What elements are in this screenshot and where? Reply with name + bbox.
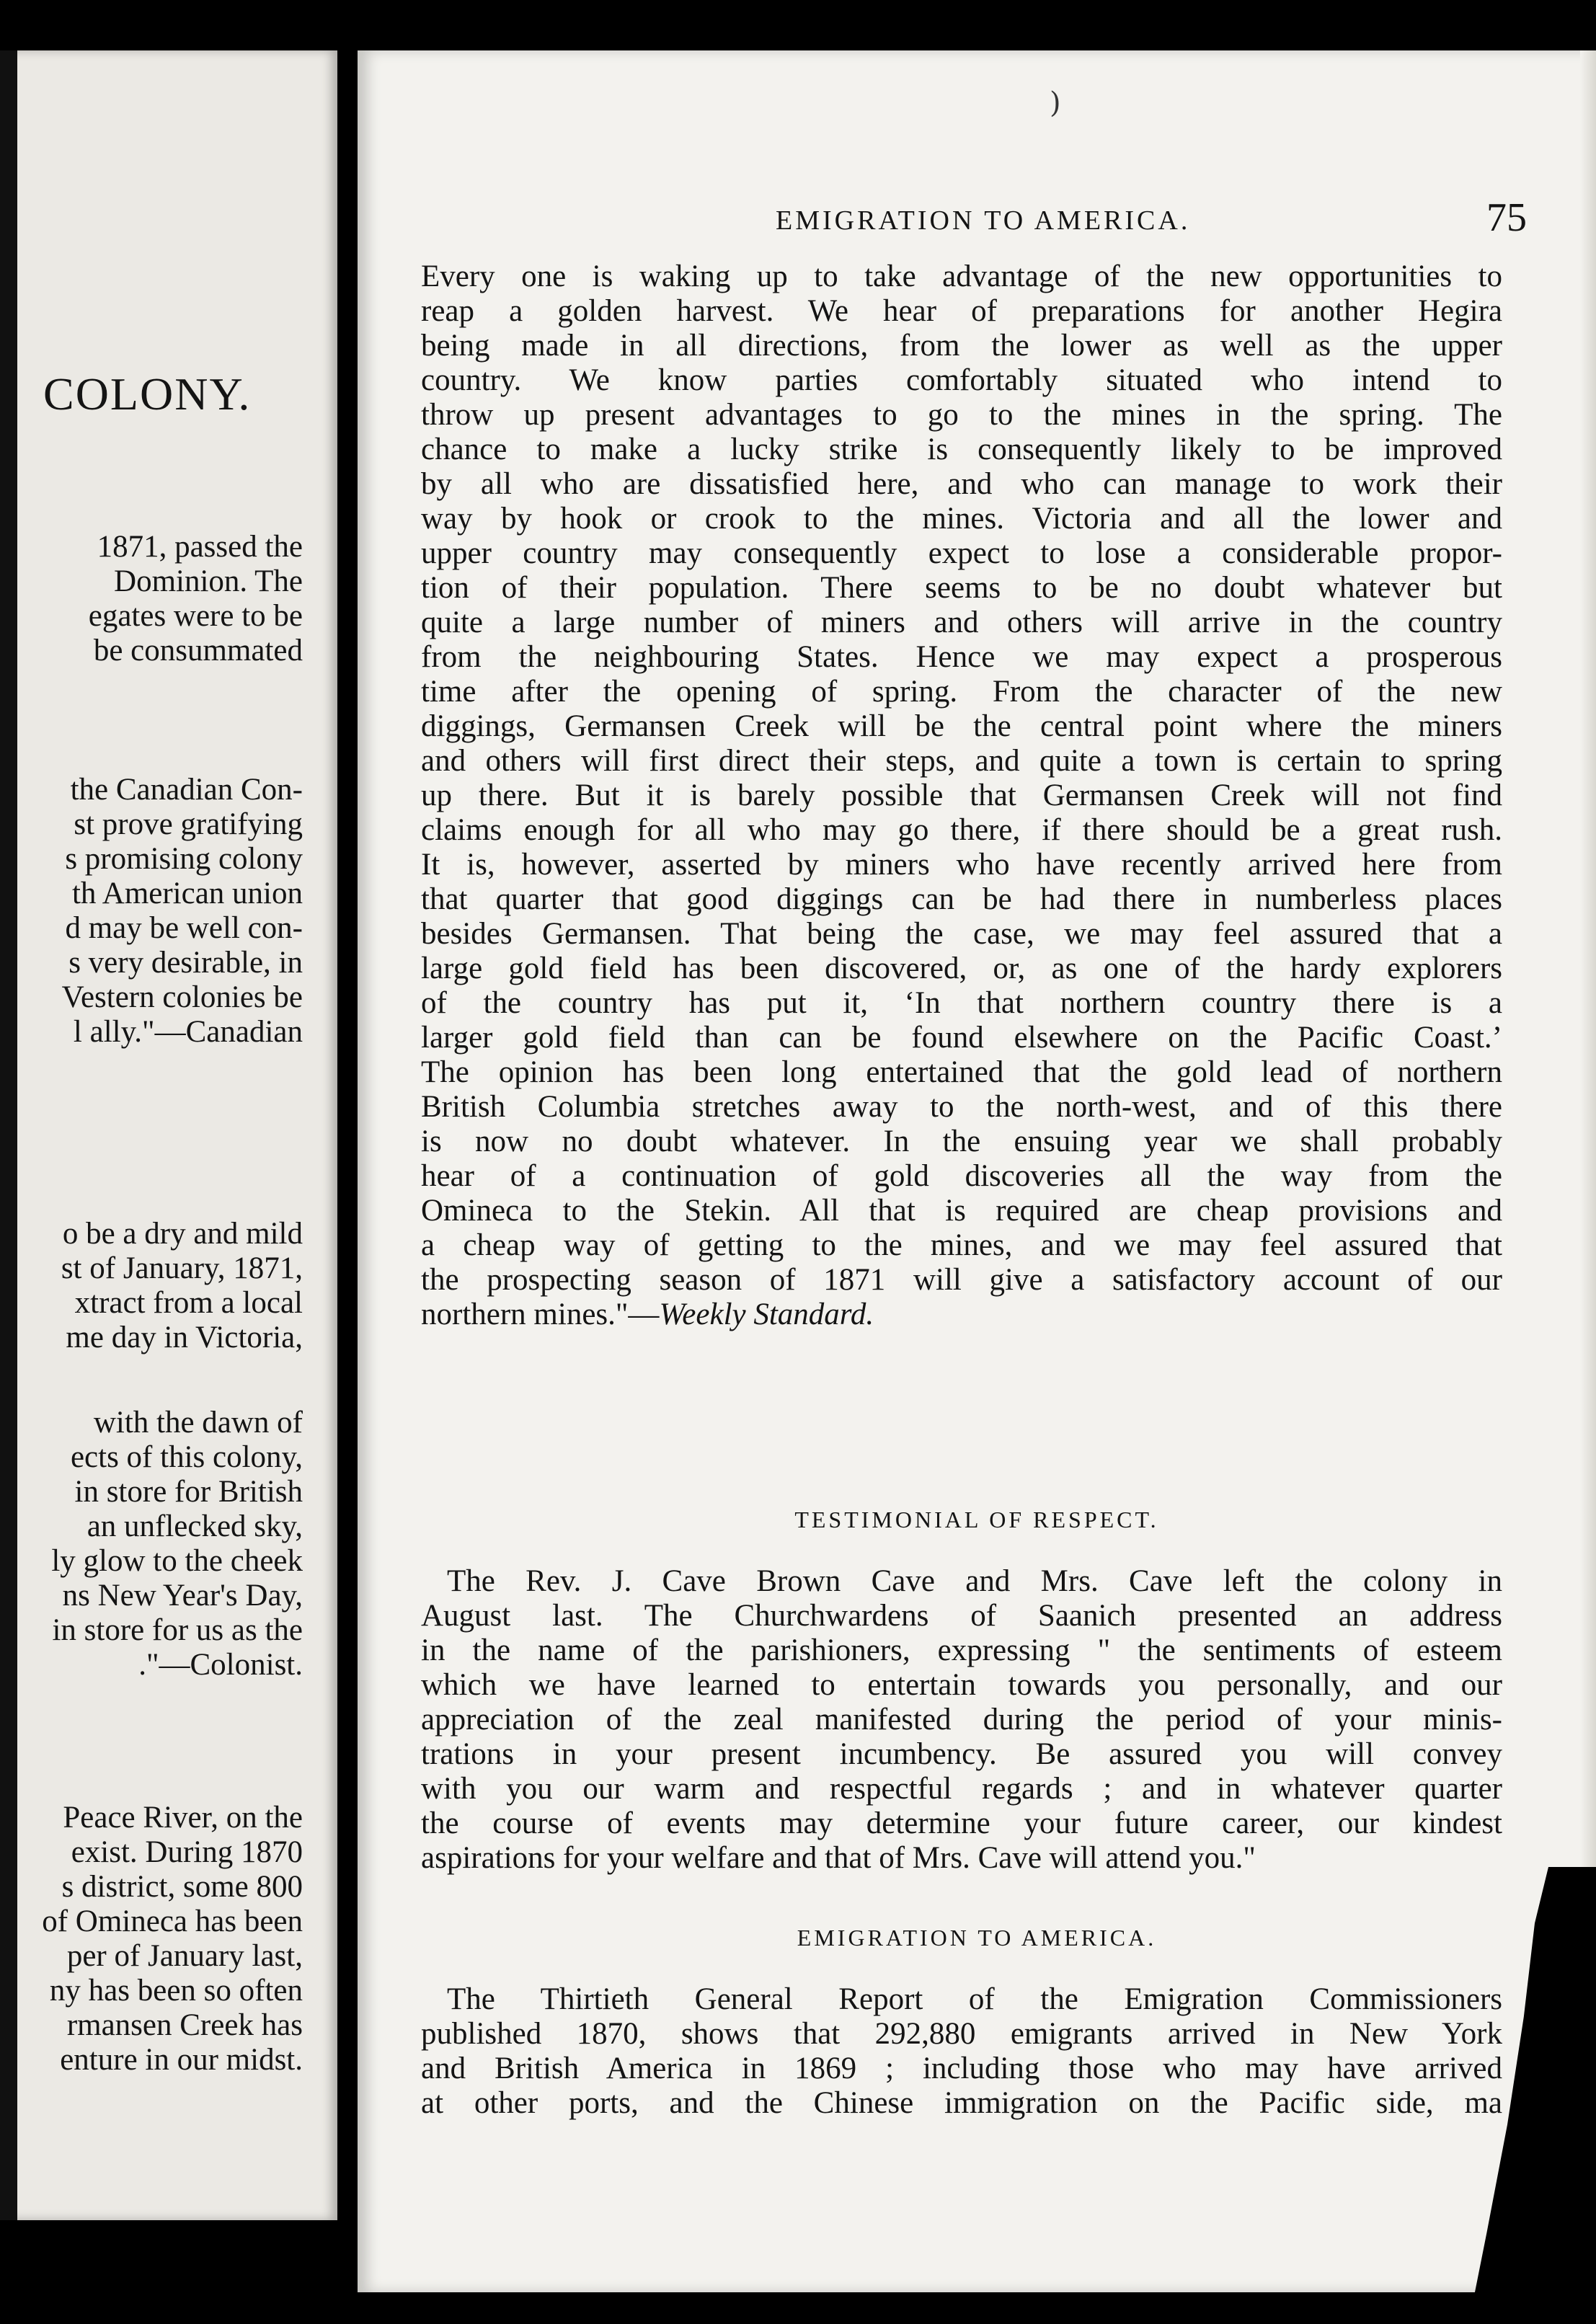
text-line: the prospecting season of 1871 will give a satisfactory account of our <box>421 1263 1502 1297</box>
text-line-last: aspirations for your welfare and that of Mrs. Cave will attend you." <box>421 1841 1256 1875</box>
text-line: o be a dry and mild <box>62 1217 303 1251</box>
text-line: s promising colony <box>65 842 303 876</box>
text-line: throw up present advantages to go to the mines in the spring. The <box>421 398 1502 432</box>
text-line: August last. The Churchwardens of Saanich presented an address <box>421 1599 1502 1633</box>
text-line: enture in our midst. <box>60 2043 303 2077</box>
left-page-fragment <box>0 50 337 2220</box>
text-line: diggings, Germansen Creek will be the central point where the miners <box>421 709 1502 743</box>
text-line: hear of a continuation of gold discoveries all the way from the <box>421 1159 1502 1193</box>
left-text-block <box>51 1406 303 1682</box>
text-line: a cheap way of getting to the mines, and we may feel assured that <box>421 1228 1502 1262</box>
text-line: quite a large number of miners and others will arrive in the country <box>421 606 1502 639</box>
text-line: Vestern colonies be <box>61 980 303 1014</box>
left-text-block <box>62 773 303 1050</box>
running-title: EMIGRATION TO AMERICA. <box>776 205 1191 236</box>
text-line: in store for British <box>74 1475 303 1509</box>
text-line: ns New Year's Day, <box>62 1579 303 1613</box>
book-gutter <box>337 0 358 2324</box>
text-line: time after the opening of spring. From the character of the new <box>421 675 1502 709</box>
article-paragraph <box>421 260 1502 1332</box>
text-line: with you our warm and respectful regards ; and in whatever quarter <box>421 1772 1502 1806</box>
text-line: large gold field has been discovered, or, as one of the hardy explorers <box>421 952 1502 985</box>
text-line: British Columbia stretches away to the north-west, and of this there <box>421 1090 1502 1124</box>
text-line: rmansen Creek has <box>66 2008 303 2042</box>
text-line: upper country may consequently expect to lose a considerable propor- <box>421 536 1502 570</box>
text-line: is now no doubt whatever. In the ensuing year we shall probably <box>421 1125 1502 1158</box>
section-heading: TESTIMONIAL OF RESPECT. <box>794 1507 1159 1533</box>
text-line: by all who are dissatisfied here, and who can manage to work their <box>421 467 1502 501</box>
text-line: s district, some 800 <box>61 1870 303 1904</box>
text-line: of the country has put it, ‘In that northern country there is a <box>421 986 1502 1020</box>
text-line: ."—Colonist. <box>138 1648 303 1682</box>
text-line: th American union <box>71 877 303 910</box>
text-line: ly glow to the cheek <box>51 1544 303 1578</box>
left-text-block <box>61 1217 303 1355</box>
text-line: being made in all directions, from the lower as well as the upper <box>421 329 1502 363</box>
text-line: ny has been so often <box>49 1974 303 2008</box>
text-line: at other ports, and the Chinese immigration on the Pacific side, ma <box>421 2086 1502 2120</box>
text-line: chance to make a lucky strike is consequently likely to be improved <box>421 433 1502 466</box>
text-line: up there. But it is barely possible that Germansen Creek will not find <box>421 779 1502 812</box>
text-line: the course of events may determine your future career, our kindest <box>421 1806 1502 1840</box>
text-line: and British America in 1869 ; including those who may have arrived <box>421 2052 1502 2085</box>
text-line: and others will first direct their steps, and quite a town is certain to spring <box>421 744 1502 778</box>
text-line: Omineca to the Stekin. All that is required are cheap provisions and <box>421 1194 1502 1228</box>
text-line: an unflecked sky, <box>87 1509 303 1543</box>
text-line: which we have learned to entertain towards you personally, and our <box>421 1668 1502 1702</box>
left-page-heading: COLONY. <box>43 368 252 420</box>
text-line: Dominion. The <box>114 564 303 598</box>
text-line: of Omineca has been <box>42 1904 303 1938</box>
text-line: It is, however, asserted by miners who have recently arrived here from <box>421 848 1502 882</box>
text-line: larger gold field than can be found elsewhere on the Pacific Coast.’ <box>421 1021 1502 1055</box>
text-line: egates were to be <box>88 599 303 633</box>
running-header <box>776 195 1527 245</box>
text-line: appreciation of the zeal manifested during the period of your minis- <box>421 1703 1502 1737</box>
text-line: claims enough for all who may go there, if there should be a great rush. <box>421 813 1502 847</box>
section-heading: EMIGRATION TO AMERICA. <box>797 1925 1157 1951</box>
emigration-paragraph <box>421 1982 1502 2121</box>
text-line: that quarter that good diggings can be had there in numberless places <box>421 882 1502 916</box>
left-text-block <box>89 530 303 668</box>
text-line: The opinion has been long entertained that the gold lead of northern <box>421 1055 1502 1089</box>
text-line: The Thirtieth General Report of the Emigration Commissioners <box>447 1982 1502 2016</box>
ink-mark: ) <box>1050 87 1061 120</box>
left-text-block <box>42 1801 303 2077</box>
text-line: with the dawn of <box>93 1406 303 1440</box>
page-number: 75 <box>1486 195 1527 240</box>
testimonial-paragraph <box>421 1564 1502 1876</box>
text-line: tion of their population. There seems to be no doubt whatever but <box>421 571 1502 605</box>
text-line: trations in your present incumbency. Be assured you will convey <box>421 1737 1502 1771</box>
text-line: in the name of the parishioners, expressing " the sentiments of esteem <box>421 1633 1502 1667</box>
text-line: ects of this colony, <box>70 1440 303 1474</box>
text-line: Peace River, on the <box>63 1801 303 1835</box>
text-line: way by hook or crook to the mines. Victoria and all the lower and <box>421 502 1502 536</box>
right-page <box>358 50 1596 2292</box>
text-line: country. We know parties comfortably situated who intend to <box>421 363 1502 397</box>
text-line: from the neighbouring States. Hence we may expect a prosperous <box>421 640 1502 674</box>
text-line: l ally."—Canadian <box>73 1015 303 1049</box>
source-credit: Weekly Standard. <box>659 1298 874 1331</box>
text-line: s very desirable, in <box>68 946 303 980</box>
text-line: The Rev. J. Cave Brown Cave and Mrs. Cave left the colony in <box>447 1564 1502 1598</box>
text-line: the Canadian Con- <box>70 773 303 807</box>
text-line: exist. During 1870 <box>71 1835 303 1869</box>
text-line: per of January last, <box>66 1939 303 1973</box>
closing-text: northern mines."— <box>421 1298 660 1331</box>
text-line: besides Germansen. That being the case, we may feel assured that a <box>421 917 1502 951</box>
page-edge-shadow <box>0 50 17 2220</box>
text-line: 1871, passed the <box>97 530 303 564</box>
text-line: in store for us as the <box>52 1613 303 1647</box>
text-line: st of January, 1871, <box>61 1251 303 1285</box>
text-line: published 1870, shows that 292,880 emigrants arrived in New York <box>421 2017 1502 2051</box>
text-line: be consummated <box>93 634 303 668</box>
text-line: me day in Victoria, <box>66 1321 303 1354</box>
text-line: d may be well con- <box>65 911 303 945</box>
text-line: reap a golden harvest. We hear of preparations for another Hegira <box>421 294 1502 328</box>
text-line-last <box>421 1298 1502 1332</box>
text-line: st prove gratifying <box>74 807 303 841</box>
text-line: Every one is waking up to take advantage of the new opportunities to <box>421 260 1502 293</box>
text-line: xtract from a local <box>74 1286 303 1320</box>
